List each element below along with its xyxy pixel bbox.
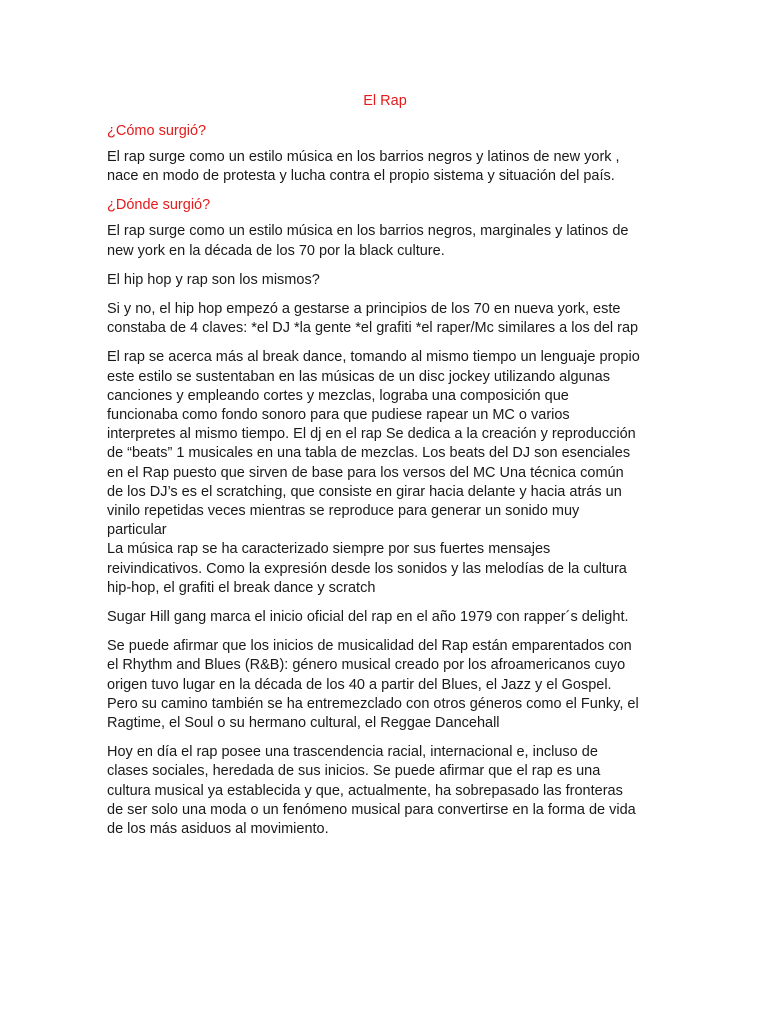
- paragraph-break-dance: El rap se acerca más al break dance, tomando al mismo tiempo un lenguaje propio este estilo se sustentaban en las músicas de un disc jockey utilizando algunas canciones y empleando cortes y mezclas, lograba una composición que funcionaba como fondo sonoro para que pudiese rapear un MC o varios interpretes al mismo tiempo. El dj en el rap Se dedica a la creación y reproducción de “beats” 1 musicales en una tabla de mezclas. Los beats del DJ son esenciales en el Rap puesto que sirven de base para los versos del MC Una técnica común de los DJ’s es el scratching, que consiste en girar hacia delante y hacia atrás un vinilo repetidas veces mientras se reproduce para generar un sonido muy particular La música rap se ha caracterizado siempre por sus fuertes mensajes reivindicativos. Como la expresión desde los sonidos y las melodías de la cultura hip-hop, el grafiti el break dance y scratch: [107, 349, 640, 596]
- document-page: [107, 92, 663, 849]
- paragraph-como-surgio: El rap surge como un estilo música en los barrios negros y latinos de new york , nace en modo de protesta y lucha contra el propio sistema y situación del país.: [107, 149, 620, 185]
- paragraph-hip-hop-rap: Si y no, el hip hop empezó a gestarse a principios de los 70 en nueva york, este constaba de 4 claves: *el DJ *la gente *el grafiti *el raper/Mc similares a los del rap: [107, 301, 639, 337]
- paragraph-rhythm-and-blues: Se puede afirmar que los inicios de musicalidad del Rap están emparentados con el Rhythm and Blues (R&B): género musical creado por los afroamericanos cuyo origen tuvo lugar en la década de los 40 a partir del Blues, el Jazz y el Gospel. Pero su camino también se ha entremezclado con otros géneros como el Funky, el Ragtime, el Soul o su hermano cultural, el Reggae Dancehall: [107, 638, 639, 732]
- heading-donde-surgio: ¿Dónde surgió?: [107, 197, 211, 214]
- heading-como-surgio: ¿Cómo surgió?: [107, 123, 207, 139]
- question-hip-hop-rap: El hip hop y rap son los mismos?: [107, 271, 320, 288]
- paragraph-donde-surgio: El rap surge como un estilo música en los barrios negros, marginales y latinos de new york en la década de los 70 por la black culture.: [107, 223, 629, 259]
- document-title: El Rap: [363, 93, 407, 109]
- paragraph-sugar-hill: Sugar Hill gang marca el inicio oficial del rap en el año 1979 con rapper´s delight.: [107, 609, 629, 626]
- paragraph-hoy-en-dia: Hoy en día el rap posee una trascendencia racial, internacional e, incluso de clases sociales, heredada de sus inicios. Se puede afirmar que el rap es una cultura musical ya establecida y que, actualmente, ha sobrepasado las fronteras de ser solo una moda o un fenómeno musical para convertirse en la forma de vida de los más asiduos al movimiento.: [107, 744, 636, 838]
